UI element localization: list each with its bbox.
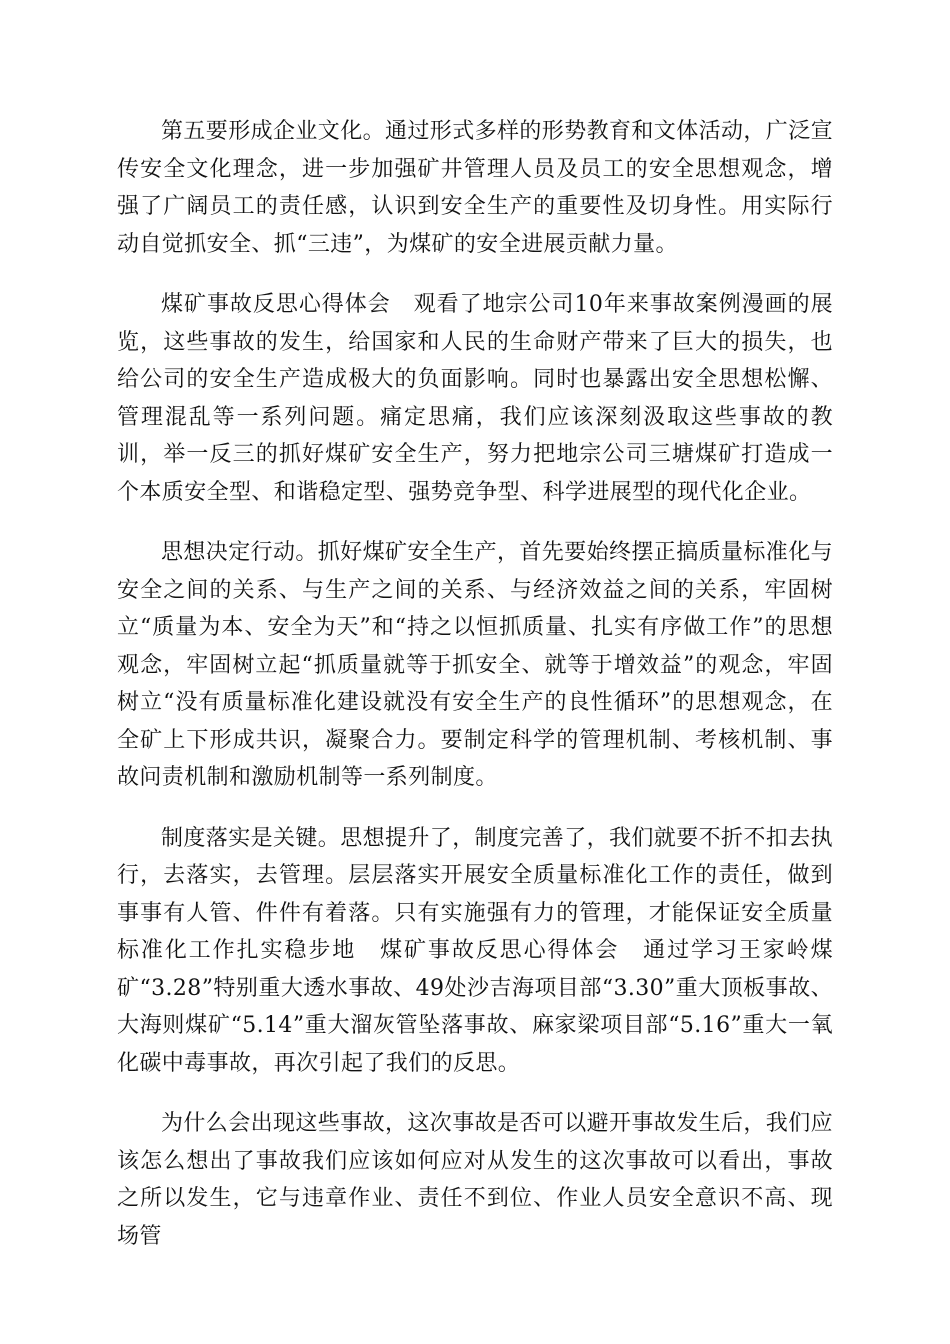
paragraph-accident-reflection: 煤矿事故反思心得体会 观看了地宗公司10年来事故案例漫画的展览，这些事故的发生，给国家和人民的生命财产带来了巨大的损失，也给公司的安全生产造成极大的负面影响。同时也暴露出安全思想松懈、管理混乱等一系列问题。痛定思痛，我们应该深刻汲取这些事故的教训，举一反三的抓好煤矿安全生产，努力把地宗公司三塘煤矿打造成一个本质安全型、和谐稳定型、强势竞争型、科学进展型的现代化企业。 [117,292,833,505]
paragraph-system-implementation: 制度落实是关键。思想提升了，制度完善了，我们就要不折不扣去执行，去落实，去管理。层层落实开展安全质量标准化工作的责任，做到事事有人管、件件有着落。只有实施强有力的管理，才能保证安全质量标准化工作扎实稳步地 煤矿事故反思心得体会 通过学习王家岭煤矿“3.28”特别重大透水事故、49处沙吉海项目部“3.30”重大顶板事故、大海则煤矿“5.14”重大溜灰管坠落事故、麻家梁项目部“5.16”重大一氧化碳中毒事故，再次引起了我们的反思。 [117,825,834,1076]
paragraph-thought-decides-action: 思想决定行动。抓好煤矿安全生产，首先要始终摆正搞质量标准化与安全之间的关系、与生产之间的关系、与经济效益之间的关系，牢固树立“质量为本、安全为天”和“持之以恒抓质量、扎实有序做工作”的思想观念，牢固树立起“抓质量就等于抓安全、就等于增效益”的观念，牢固树立“没有质量标准化建设就没有安全生产的良性循环”的思想观念，在全矿上下形成共识，凝聚合力。要制定科学的管理机制、考核机制、事故问责机制和激励机制等一系列制度。 [117,540,834,790]
document-body [117,113,833,1278]
paragraph-corporate-culture: 第五要形成企业文化。通过形式多样的形势教育和文体活动，广泛宣传安全文化理念，进一步加强矿井管理人员及员工的安全思想观念，增强了广阔员工的责任感，认识到安全生产的重要性及切身性。用实际行动自觉抓安全、抓“三违”，为煤矿的安全进展贡献力量。 [117,119,834,257]
paragraph-why-accidents: 为什么会出现这些事故，这次事故是否可以避开事故发生后，我们应该怎么想出了事故我们应该如何应对从发生的这次事故可以看出，事故之所以发生，它与违章作业、责任不到位、作业人员安全意识不高、现场管 [117,1111,834,1249]
